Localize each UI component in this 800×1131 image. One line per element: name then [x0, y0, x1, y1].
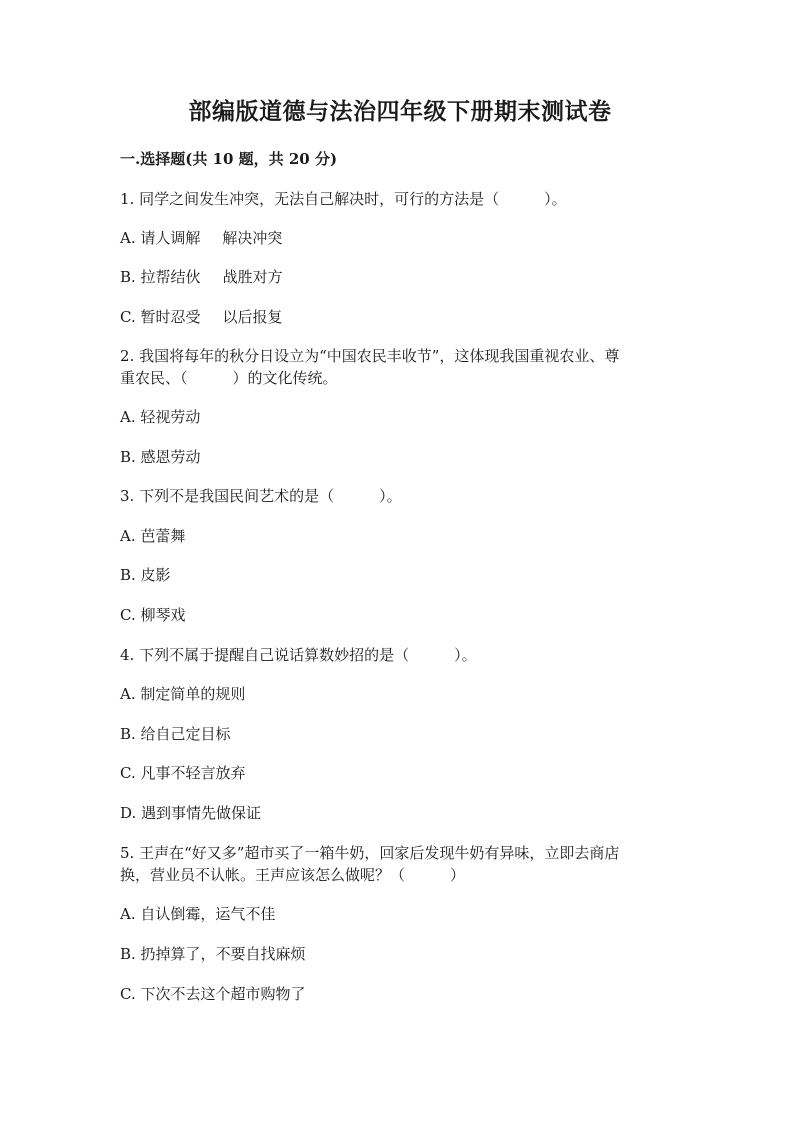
question-3-stem: 3. 下列不是我国民间艺术的是（ ）。 — [120, 487, 402, 505]
option-label: C. 暂时忍受 — [120, 308, 201, 326]
question-5-option-b: B. 扔掉算了，不要自找麻烦 — [120, 945, 306, 963]
option-extra: 战胜对方 — [222, 268, 283, 286]
question-1-option-a — [120, 227, 680, 250]
question-5-stem-line2: 换，营业员不认帐。王声应该怎么做呢？（ ） — [120, 866, 466, 884]
question-2-stem-line1: 2. 我国将每年的秋分日设立为“中国农民丰收节”，这体现我国重视农业、尊 — [120, 347, 620, 365]
question-4-option-b: B. 给自己定目标 — [120, 725, 231, 743]
question-5-option-a: A. 自认倒霉，运气不佳 — [120, 905, 276, 923]
option-label: B. 拉帮结伙 — [120, 268, 201, 286]
option-extra: 解决冲突 — [222, 229, 283, 247]
question-4-stem: 4. 下列不属于提醒自己说话算数妙招的是（ ）。 — [120, 646, 477, 664]
question-4-option-c: C. 凡事不轻言放弃 — [120, 764, 246, 782]
question-3-option-a: A. 芭蕾舞 — [120, 527, 186, 545]
question-2-stem-line2: 重农民、（ ）的文化传统。 — [120, 369, 338, 387]
question-3-option-b: B. 皮影 — [120, 566, 171, 584]
question-5-stem-line1: 5. 王声在“好又多”超市买了一箱牛奶，回家后发现牛奶有异味，立即去商店 — [120, 844, 620, 862]
question-1-option-c — [120, 306, 680, 329]
question-5-option-c: C. 下次不去这个超市购物了 — [120, 985, 306, 1003]
option-extra: 以后报复 — [222, 308, 283, 326]
question-4-option-a: A. 制定简单的规则 — [120, 685, 246, 703]
question-3-option-c: C. 柳琴戏 — [120, 606, 186, 624]
page-title: 部编版道德与法治四年级下册期末测试卷 — [188, 98, 612, 125]
question-4-option-d: D. 遇到事情先做保证 — [120, 804, 262, 822]
question-2-option-a: A. 轻视劳动 — [120, 408, 201, 426]
question-1-option-b — [120, 266, 680, 289]
section-heading: 一.选择题(共 10 题，共 20 分) — [120, 150, 338, 168]
question-2-option-b: B. 感恩劳动 — [120, 448, 201, 466]
question-1-stem: 1. 同学之间发生冲突，无法自己解决时，可行的方法是（ ）。 — [120, 190, 567, 208]
option-label: A. 请人调解 — [120, 229, 201, 247]
